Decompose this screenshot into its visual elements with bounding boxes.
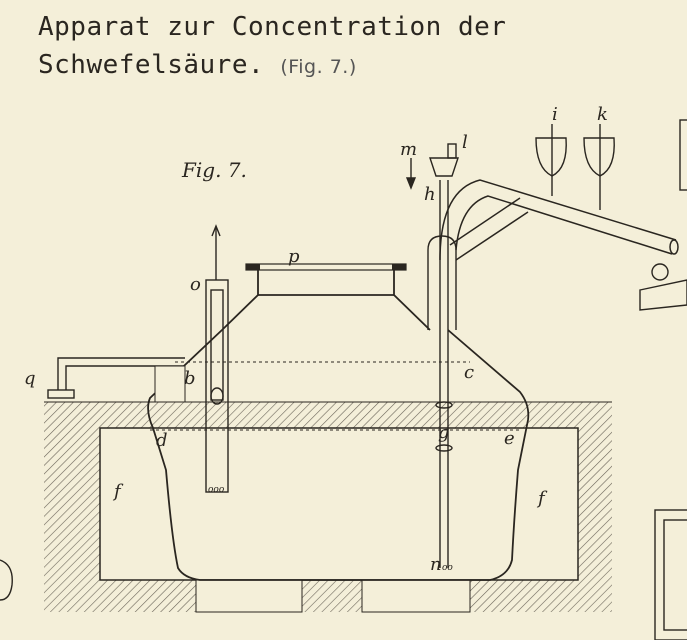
figure-caption: Fig. 7. (182, 158, 247, 182)
title-line-1: Apparat zur Concentration der (38, 12, 507, 42)
label-f-left: f (114, 481, 121, 502)
label-b: b (184, 368, 196, 389)
label-m: m (400, 139, 418, 160)
funnel-l (430, 144, 458, 176)
label-i: i (552, 104, 558, 125)
title-line-2-text: Schwefelsäure. (38, 50, 265, 80)
funnel-k (584, 124, 614, 210)
svg-text:ooo: ooo (208, 485, 225, 495)
label-h: h (424, 184, 436, 205)
funnel-i (536, 124, 566, 196)
svg-text:oo: oo (442, 563, 453, 573)
lid-p (246, 264, 406, 270)
label-n: n (430, 554, 442, 575)
label-l: l (462, 132, 468, 153)
label-q: q (24, 368, 36, 389)
label-o: o (190, 274, 201, 295)
label-e: e (504, 428, 515, 449)
figure-reference: (Fig. 7.) (280, 56, 357, 78)
label-g: g (438, 422, 450, 443)
supply-pipe (440, 180, 678, 260)
arrow-m (407, 158, 415, 188)
label-c: c (464, 362, 475, 383)
label-d: d (156, 430, 168, 451)
label-p: p (288, 246, 300, 267)
overflow-pipe-q (48, 358, 185, 402)
label-f-right: f (538, 488, 545, 509)
label-k: k (597, 104, 608, 125)
